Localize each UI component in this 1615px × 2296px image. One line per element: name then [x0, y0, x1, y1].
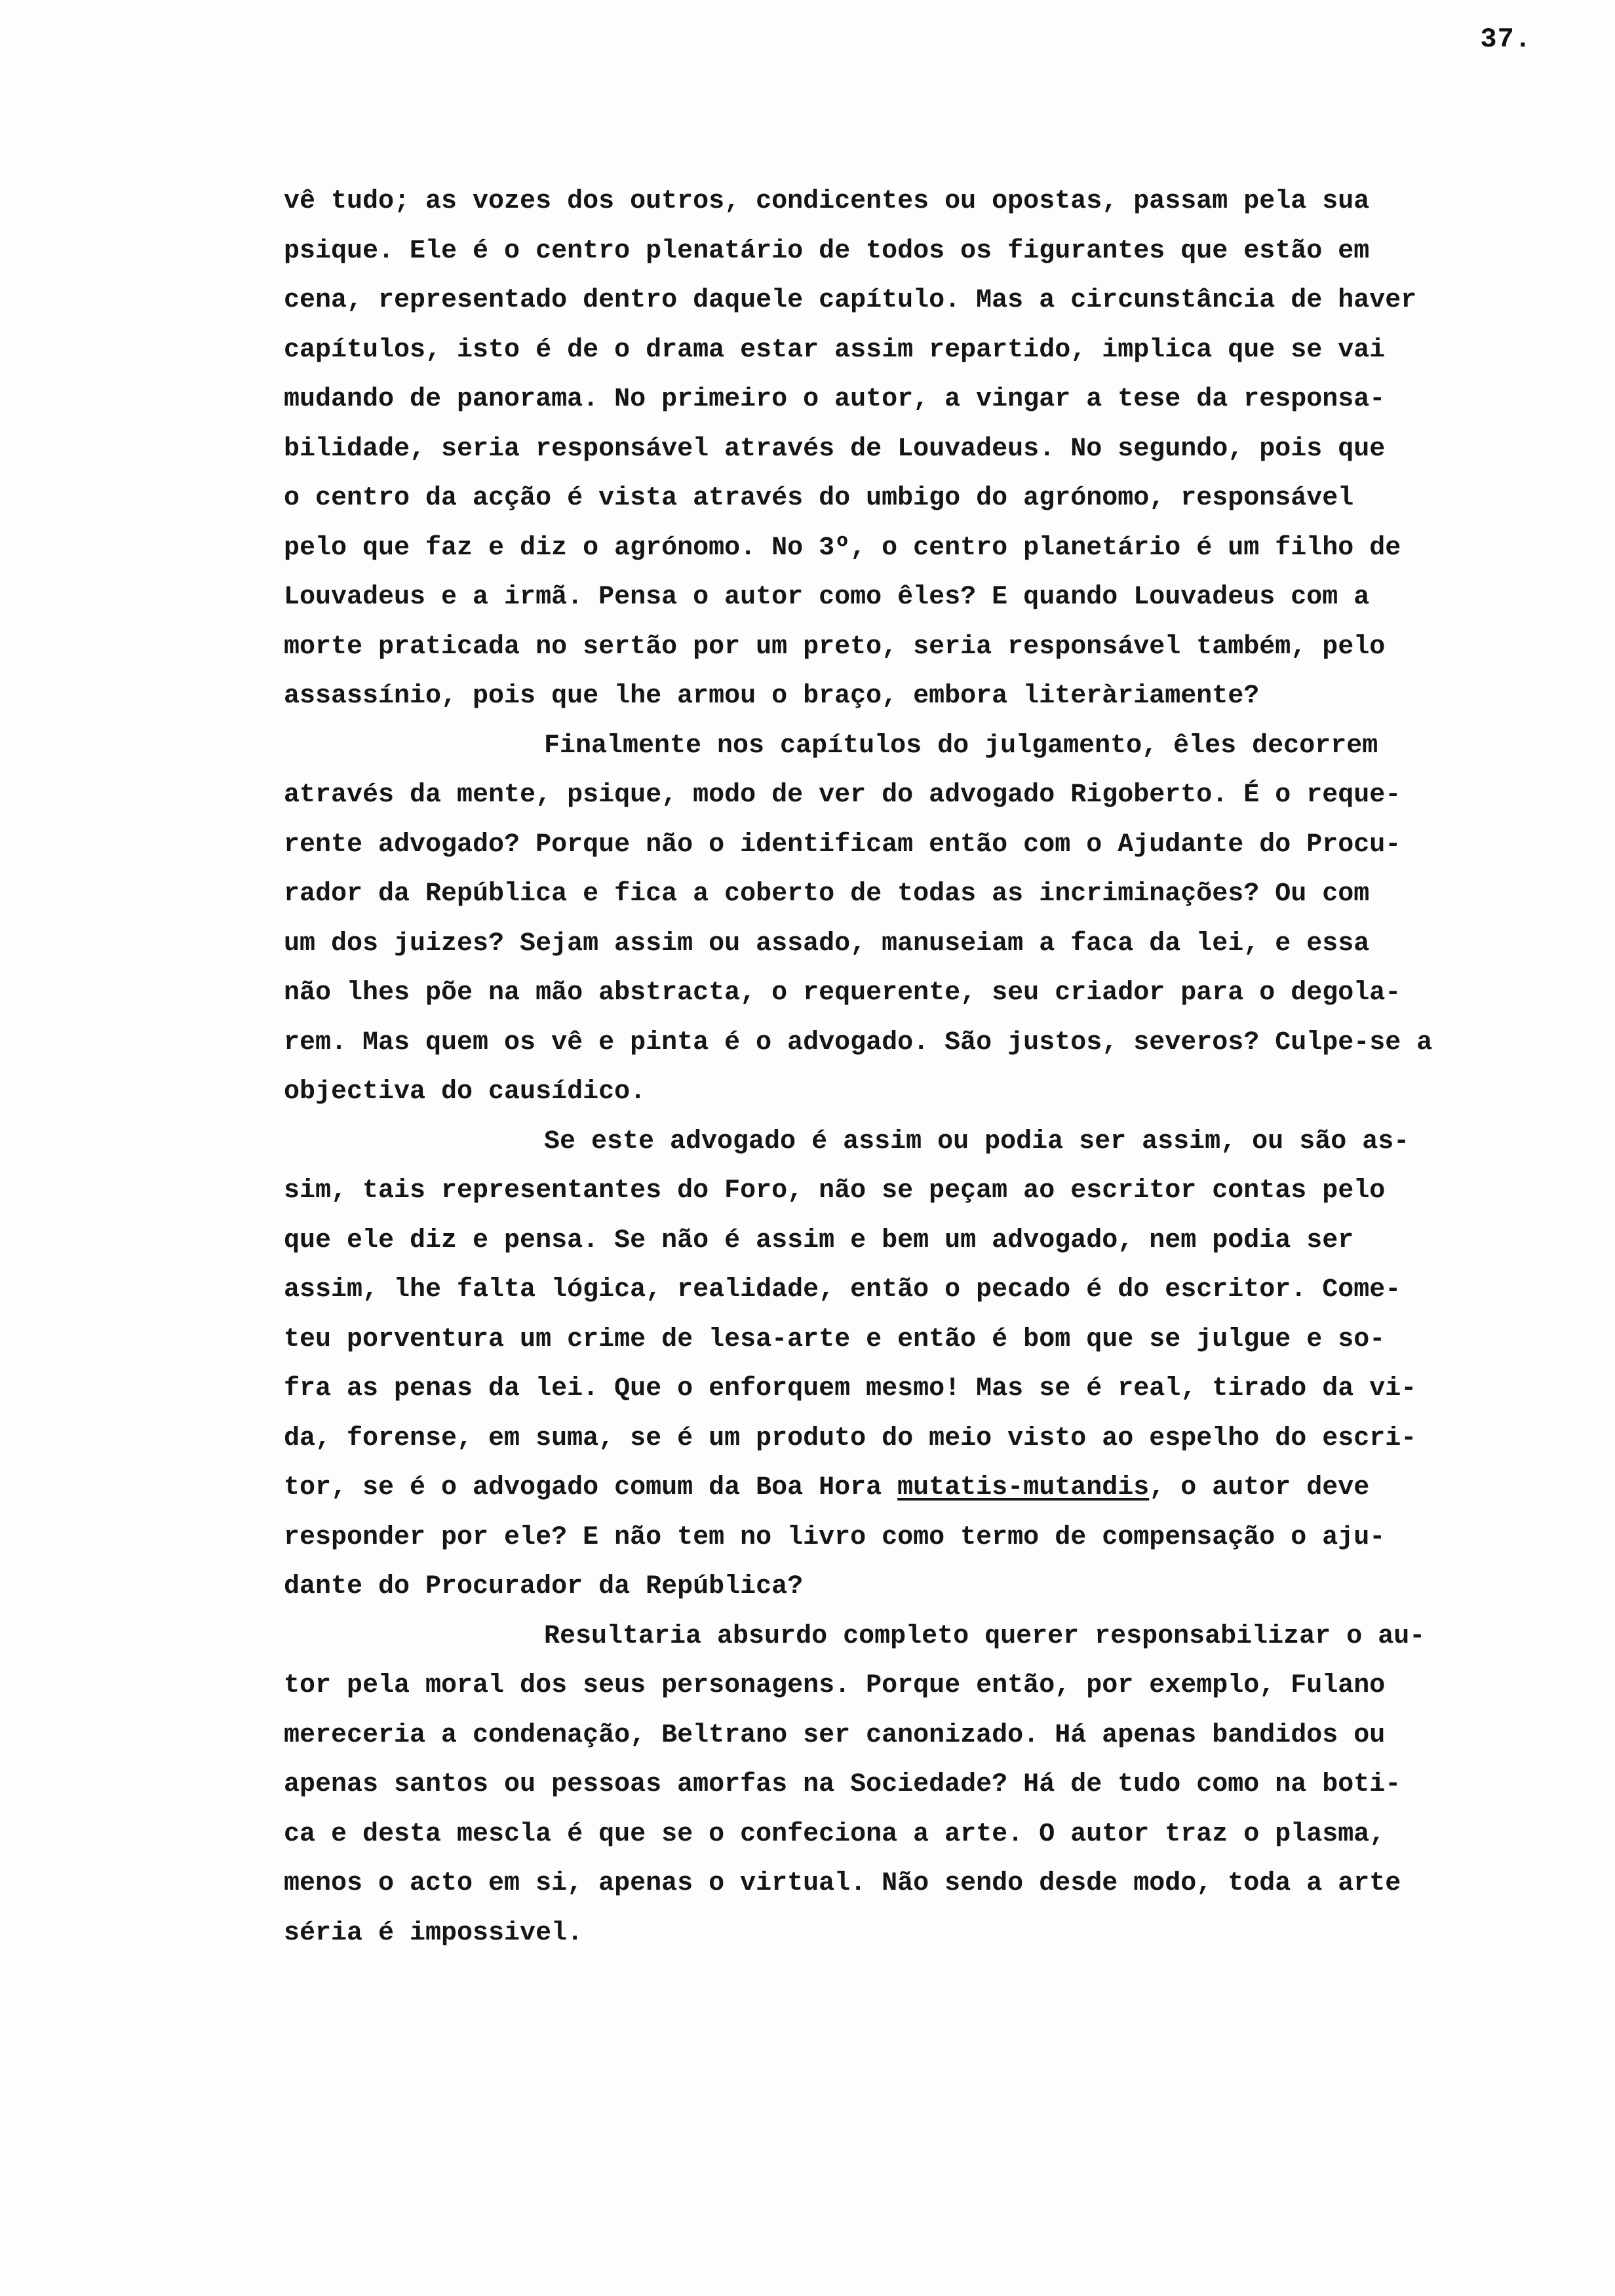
text-line: dante do Procurador da República?: [284, 1572, 804, 1601]
page-number: 37.: [1480, 24, 1532, 55]
text-line: Louvadeus e a irmã. Pensa o autor como êles? E quando Louvadeus com a: [284, 583, 1370, 612]
text-line: sim, tais representantes do Foro, não se peçam ao escritor contas pelo: [284, 1176, 1386, 1206]
text-line: assassínio, pois que lhe armou o braço, embora literàriamente?: [284, 681, 1260, 711]
text-line: responder por ele? E não tem no livro como termo de compensação o aju-: [284, 1522, 1386, 1552]
text-line: menos o acto em si, apenas o virtual. Não sendo desde modo, toda a arte: [284, 1869, 1401, 1898]
underlined-phrase: mutatis-mutandis: [897, 1473, 1150, 1502]
line-text-after: , o autor deve: [1149, 1473, 1370, 1502]
text-line: capítulos, isto é de o drama estar assim repartido, implica que se vai: [284, 335, 1386, 365]
text-line: mereceria a condenação, Beltrano ser canonizado. Há apenas bandidos ou: [284, 1720, 1386, 1750]
text-line: fra as penas da lei. Que o enforquem mesmo! Mas se é real, tirado da vi-: [284, 1374, 1417, 1404]
text-line: rem. Mas quem os vê e pinta é o advogado. São justos, severos? Culpe-se a: [284, 1027, 1433, 1058]
paragraph-1: [284, 177, 1588, 721]
paragraph-4: [284, 1612, 1588, 1959]
document-body: [284, 177, 1588, 1958]
text-line: rador da República e fica a coberto de todas as incriminações? Ou com: [284, 879, 1370, 909]
text-line: cena, representado dentro daquele capítulo. Mas a circunstância de haver: [284, 286, 1417, 315]
text-line: rente advogado? Porque não o identificam então com o Ajudante do Procu-: [284, 830, 1401, 860]
text-line-indented: Finalmente nos capítulos do julgamento, êles decorrem: [544, 731, 1378, 761]
text-line: o centro da acção é vista através do umbigo do agrónomo, responsável: [284, 484, 1354, 513]
text-line: da, forense, em suma, se é um produto do meio visto ao espelho do escri-: [284, 1423, 1417, 1453]
text-line: bilidade, seria responsável através de Louvadeus. No segundo, pois que: [284, 434, 1386, 464]
text-line: assim, lhe falta lógica, realidade, então o pecado é do escritor. Come-: [284, 1275, 1401, 1305]
text-line: através da mente, psique, modo de ver do advogado Rigoberto. É o reque-: [284, 780, 1401, 810]
text-line: não lhes põe na mão abstracta, o requerente, seu criador para o degola-: [284, 978, 1401, 1008]
text-line: mudando de panorama. No primeiro o autor, a vingar a tese da responsa-: [284, 385, 1386, 414]
text-line: ca e desta mescla é que se o confeciona a arte. O autor traz o plasma,: [284, 1819, 1386, 1849]
text-line-indented: Resultaria absurdo completo querer responsabilizar o au-: [544, 1621, 1426, 1651]
text-line-indented: Se este advogado é assim ou podia ser assim, ou são as-: [544, 1126, 1410, 1157]
text-line: apenas santos ou pessoas amorfas na Sociedade? Há de tudo como na boti-: [284, 1770, 1401, 1799]
line-text-before: tor, se é o advogado comum da Boa Hora: [284, 1473, 898, 1502]
text-line: séria é impossivel.: [284, 1918, 583, 1948]
text-line: objectiva do causídico.: [284, 1077, 646, 1107]
text-line: pelo que faz e diz o agrónomo. No 3º, o centro planetário é um filho de: [284, 533, 1401, 563]
text-line: morte praticada no sertão por um preto, seria responsável também, pelo: [284, 632, 1386, 662]
text-line: tor pela moral dos seus personagens. Porque então, por exemplo, Fulano: [284, 1671, 1386, 1700]
paragraph-2: [284, 721, 1588, 1117]
paragraph-3: [284, 1117, 1588, 1612]
text-line: vê tudo; as vozes dos outros, condicentes ou opostas, passam pela sua: [284, 187, 1370, 216]
text-line-with-underline: [284, 1463, 1588, 1513]
text-line: um dos juizes? Sejam assim ou assado, manuseiam a faca da lei, e essa: [284, 928, 1370, 959]
text-line: que ele diz e pensa. Se não é assim e bem um advogado, nem podia ser: [284, 1225, 1354, 1255]
text-line: psique. Ele é o centro plenatário de todos os figurantes que estão em: [284, 236, 1370, 266]
text-line: teu porventura um crime de lesa-arte e então é bom que se julgue e so-: [284, 1324, 1386, 1354]
